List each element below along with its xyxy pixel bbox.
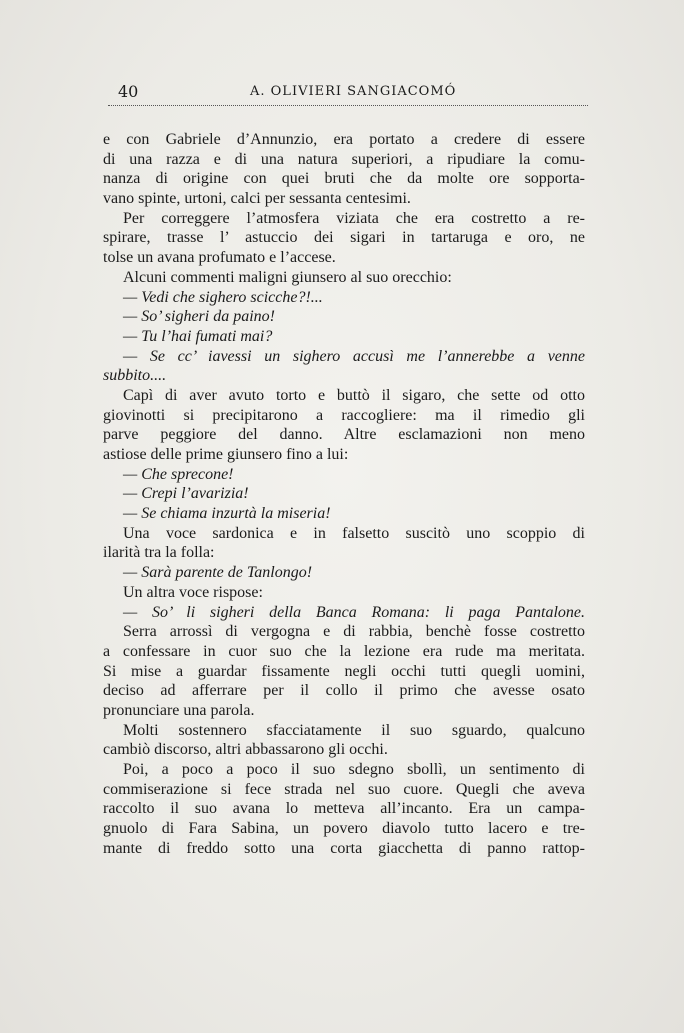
dialogue-line: — So’ sigheri da paino! xyxy=(123,308,275,326)
text-line: Una voce sardonica e in falsetto suscitò uno scoppio di xyxy=(123,524,585,542)
text-line: Per correggere l’atmosfera viziata che era costretto a re- xyxy=(123,209,585,227)
text-line: gnuolo di Fara Sabina, un povero diavolo tutto lacero e tre- xyxy=(103,820,585,838)
text-line: giovinotti si precipitarono a raccogliere: ma il rimedio gli xyxy=(103,406,585,424)
body-text xyxy=(103,130,585,858)
text-line: Si mise a guardar fissamente negli occhi tutti quegli uomini, xyxy=(103,662,585,680)
text-line: a confessare in cuor suo che la lezione era rude ma meritata. xyxy=(103,642,585,660)
text-line: tolse un avana profumato e l’accese. xyxy=(103,249,336,267)
text-line: Alcuni commenti maligni giunsero al suo orecchio: xyxy=(123,268,452,286)
text-line: Capì di aver avuto torto e buttò il sigaro, che sette od otto xyxy=(123,386,585,404)
dialogue-line: — Sarà parente de Tanlongo! xyxy=(123,564,313,582)
dialogue-line: — Che sprecone! xyxy=(123,465,234,483)
dialogue-line: — Tu l’hai fumati mai? xyxy=(123,327,273,345)
text-line: cambiò discorso, altri abbassarono gli occhi. xyxy=(103,741,388,759)
dialogue-line: — Vedi che sighero scicche?!... xyxy=(123,288,323,306)
page-header xyxy=(108,82,588,104)
text-line: e con Gabriele d’Annunzio, era portato a credere di essere xyxy=(103,131,585,148)
text-line: Molti sostennero sfacciatamente il suo sguardo, qualcuno xyxy=(123,721,585,739)
text-line: mante di freddo sotto una corta giacchetta di panno rattop- xyxy=(103,839,585,857)
text-line: Poi, a poco a poco il suo sdegno sbollì, un sentimento di xyxy=(123,761,585,778)
text-line: spirare, trasse l’ astuccio dei sigari in tartaruga e oro, ne xyxy=(103,229,585,247)
dialogue-line: — So’ li sigheri della Banca Romana: li paga Pantalone. xyxy=(123,603,585,621)
dialogue-line: — Crepi l’avarizia! xyxy=(123,485,249,503)
page-number: 40 xyxy=(118,82,139,101)
text-line: parve peggiore del danno. Altre esclamazioni non meno xyxy=(103,426,585,444)
dialogue-line: — Se cc’ iavessi un sighero accusì me l’annerebbe a venne xyxy=(123,347,585,365)
text-line: pronunciare una parola. xyxy=(103,701,255,719)
text-line: deciso ad afferrare per il collo il primo che avesse osato xyxy=(103,682,585,700)
text-line: Serra arrossì di vergogna e di rabbia, benchè fosse costretto xyxy=(123,623,585,641)
text-line: di una razza e di una natura superiori, a ripudiare la comu- xyxy=(103,150,585,168)
dialogue-line: subbito.... xyxy=(103,367,167,385)
text-line: astiose delle prime giunsero fino a lui: xyxy=(103,446,349,463)
text-line: ilarità tra la folla: xyxy=(103,544,215,562)
header-rule xyxy=(108,105,588,106)
dialogue-line: — Se chiama inzurtà la miseria! xyxy=(123,505,331,523)
text-line: commiserazione si fece strada nel suo cuore. Quegli che aveva xyxy=(103,780,585,798)
text-line: raccolto il suo avana lo metteva all’incanto. Era un campa- xyxy=(103,800,585,818)
running-head: A. OLIVIERI SANGIACOMÓ xyxy=(250,84,457,99)
text-line: vano spinte, urtoni, calci per sessanta centesimi. xyxy=(103,190,411,208)
text-line: Un altra voce rispose: xyxy=(123,583,263,601)
text-line: nanza di origine con quei bruti che da molte ore sopporta- xyxy=(103,170,585,188)
